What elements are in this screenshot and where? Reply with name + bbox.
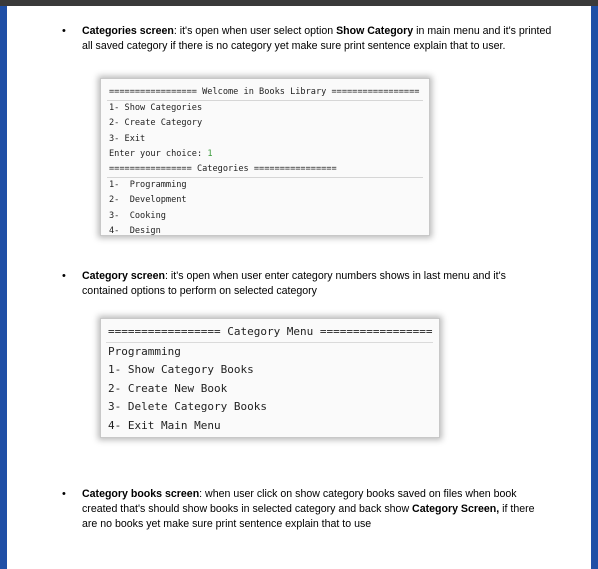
- section-categories-screen: [82, 24, 552, 54]
- page-border-right: [591, 6, 598, 569]
- bullet-icon: •: [62, 270, 66, 282]
- menu-item: 3- Delete Category Books: [108, 400, 267, 414]
- prompt-choice: 1: [207, 148, 213, 159]
- page-border-left: [0, 6, 7, 569]
- console-header: ================= Category Menu =================: [108, 325, 433, 338]
- category-item: 4- Design: [109, 225, 161, 236]
- menu-item: 2- Create Category: [109, 118, 203, 129]
- menu-item: 1- Show Category Books: [108, 363, 254, 377]
- section-category-books-screen: [82, 487, 552, 532]
- section-highlight: Show Category: [336, 25, 414, 37]
- console-header: ================= Welcome in Books Library =================: [109, 87, 420, 97]
- prompt-label: Enter your choice:: [109, 148, 208, 159]
- selected-category: Programming: [108, 344, 181, 358]
- menu-item: 2- Create New Book: [108, 381, 228, 395]
- menu-item: 3- Exit: [109, 133, 146, 144]
- bullet-icon: •: [62, 488, 66, 500]
- category-item: 1- Programming: [109, 180, 187, 191]
- prompt-line: [109, 147, 429, 162]
- section-title: Categories screen: [82, 25, 174, 37]
- bullet-icon: •: [62, 25, 66, 37]
- section-title: Category books screen: [82, 488, 200, 500]
- section-text: in main menu and it's printed all saved category if there is no category yet make sure print sentence explain that to user.: [82, 25, 552, 52]
- section-text: : it's open when user enter category numbers shows in last menu and it's contained options to perform on selected category: [82, 270, 506, 297]
- menu-item: 1- Show Categories: [109, 103, 203, 114]
- menu-item: 4- Exit Main Menu: [108, 418, 221, 432]
- section-text: : it's open when user select option: [173, 25, 337, 37]
- categories-header: ================ Categories ================: [109, 163, 337, 174]
- section-category-screen: [82, 269, 552, 299]
- section-text: if there are no books yet make sure print sentence explain that to use: [82, 503, 535, 530]
- category-item: 3- Cooking: [109, 210, 166, 221]
- section-title: Category screen: [82, 270, 166, 282]
- section-text: : when user click on show category books saved on files when book created that's should show books in selected category and back show: [82, 488, 517, 515]
- console-welcome-screenshot: [100, 78, 430, 236]
- console-category-menu-screenshot: [100, 318, 440, 438]
- category-item: 2- Development: [109, 195, 187, 206]
- section-highlight: Category Screen,: [412, 503, 500, 515]
